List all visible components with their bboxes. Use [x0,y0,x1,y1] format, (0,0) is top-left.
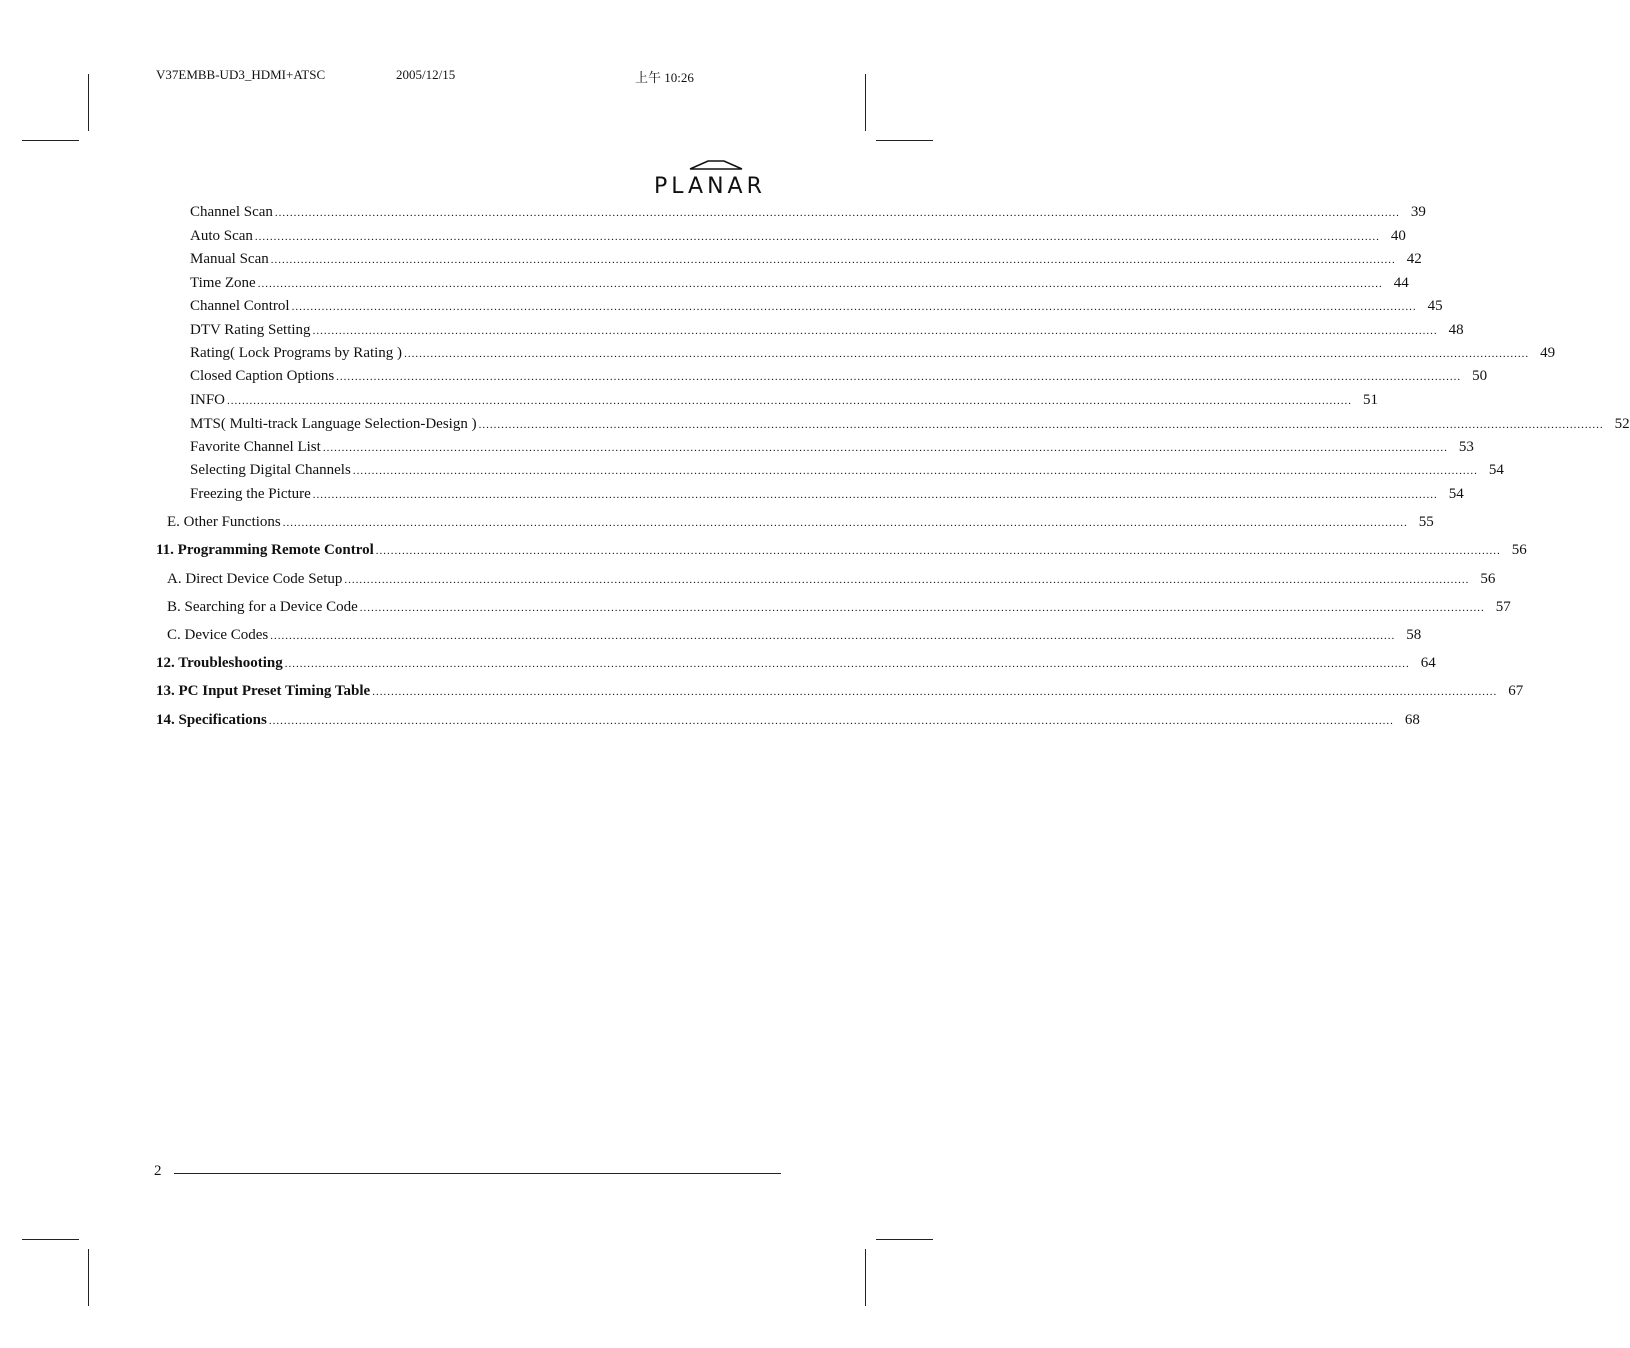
crop-mark [88,1249,89,1306]
page-number: 2 [154,1163,162,1179]
toc-entry-label: B. Searching for a Device Code [167,599,358,615]
toc-leader-dots: ............................................................................................................................................................................................................................................................................................................ [270,254,1396,266]
toc-entry[interactable] [190,226,1406,247]
planar-logo [654,158,780,202]
toc-entry-label: Closed Caption Options [190,368,335,384]
toc-leader-dots: ............................................................................................................................................................................................................................................................................................................ [336,371,1462,383]
toc-entry-page: 57 [1495,599,1511,615]
toc-entry-label: Selecting Digital Channels [190,462,351,478]
crop-mark [876,1239,933,1240]
toc-entry-page: 50 [1472,368,1488,384]
toc-entry-page: 64 [1420,655,1436,671]
crop-mark [88,74,89,131]
toc-entry-label: E. Other Functions [167,514,281,530]
toc-entry-page: 58 [1406,627,1422,643]
toc-entry[interactable] [190,343,1556,364]
toc-entry[interactable] [190,273,1409,294]
toc-entry-page: 52 [1614,416,1630,432]
toc-entry-label: Freezing the Picture [190,486,311,502]
toc-entry-label: 13. PC Input Preset Timing Table [156,683,371,699]
toc-leader-dots: ............................................................................................................................................................................................................................................................................................................ [284,658,1410,670]
toc-entry-page: 49 [1540,345,1556,361]
toc-entry[interactable] [190,460,1504,481]
toc-entry-label: C. Device Codes [167,627,269,643]
toc-leader-dots: ............................................................................................................................................................................................................................................................................................................ [282,517,1408,529]
header-model: V37EMBB-UD3_HDMI+ATSC [156,67,326,82]
toc-entry-label: Favorite Channel List [190,439,321,455]
toc-leader-dots: ............................................................................................................................................................................................................................................................................................................ [344,574,1470,586]
crop-mark [22,140,79,141]
toc-leader-dots: ............................................................................................................................................................................................................................................................................................................ [291,301,1417,313]
toc-entry[interactable] [167,625,1422,646]
toc-entry[interactable] [167,569,1496,590]
toc-entry-page: 54 [1448,486,1464,502]
toc-entry-page: 56 [1511,542,1527,558]
toc-entry[interactable] [190,296,1443,317]
toc-entry-page: 53 [1458,439,1474,455]
toc-entry[interactable] [190,366,1488,387]
toc-leader-dots: ............................................................................................................................................................................................................................................................................................................ [270,630,1396,642]
crop-mark [22,1239,79,1240]
toc-leader-dots: ............................................................................................................................................................................................................................................................................................................ [322,442,1448,454]
toc-entry-label: MTS( Multi-track Language Selection-Design ) [190,416,477,432]
toc-entry[interactable] [190,484,1464,505]
toc-entry[interactable] [190,202,1426,223]
toc-entry[interactable] [167,512,1434,533]
toc-leader-dots: ............................................................................................................................................................................................................................................................................................................ [375,545,1501,557]
toc-entry[interactable] [190,414,1630,435]
toc-entry-label: A. Direct Device Code Setup [167,571,343,587]
toc-entry-label: Rating( Lock Programs by Rating ) [190,345,403,361]
toc-entry-page: 45 [1427,298,1443,314]
toc-entry-page: 67 [1508,683,1524,699]
header-date: 2005/12/15 [396,67,456,82]
toc-entry-page: 44 [1393,275,1409,291]
crop-mark [865,1249,866,1306]
toc-entry-page: 68 [1404,712,1420,728]
toc-entry-label: Auto Scan [190,228,253,244]
toc-leader-dots: ............................................................................................................................................................................................................................................................................................................ [274,207,1400,219]
toc-entry-page: 48 [1448,322,1464,338]
toc-entry-page: 56 [1480,571,1496,587]
toc-entry-page: 54 [1488,462,1504,478]
toc-entry-page: 51 [1363,392,1379,408]
toc-leader-dots: ............................................................................................................................................................................................................................................................................................................ [312,325,1438,337]
toc-entry[interactable] [156,710,1420,731]
toc-leader-dots: ............................................................................................................................................................................................................................................................................................................ [227,395,1353,407]
toc-entry-label: INFO [190,392,226,408]
toc-entry[interactable] [190,249,1422,270]
logo-text: PLANAR [654,174,766,199]
toc-leader-dots: ............................................................................................................................................................................................................................................................................................................ [372,686,1498,698]
footer-rule [174,1173,781,1174]
toc-entry-label: Channel Control [190,298,290,314]
toc-entry-label: Manual Scan [190,251,269,267]
toc-leader-dots: ............................................................................................................................................................................................................................................................................................................ [254,231,1380,243]
toc-entry-page: 40 [1390,228,1406,244]
header-time: 上午 10:26 [635,70,694,85]
toc-entry-page: 55 [1418,514,1434,530]
crop-mark [876,140,933,141]
toc-entry-label: Channel Scan [190,204,273,220]
toc-entry-label: DTV Rating Setting [190,322,311,338]
crop-mark [865,74,866,131]
toc-leader-dots: ............................................................................................................................................................................................................................................................................................................ [257,278,1383,290]
toc-entry-label: 12. Troubleshooting [156,655,283,671]
toc-leader-dots: ............................................................................................................................................................................................................................................................................................................ [478,419,1604,431]
toc-entry[interactable] [156,681,1524,702]
toc-entry-page: 42 [1406,251,1422,267]
toc-entry-label: 11. Programming Remote Control [156,542,374,558]
toc-leader-dots: ............................................................................................................................................................................................................................................................................................................ [359,602,1485,614]
toc-entry-page: 39 [1410,204,1426,220]
toc-entry[interactable] [156,540,1527,561]
toc-entry[interactable] [156,653,1436,674]
toc-entry[interactable] [190,390,1379,411]
logo-arc-icon [688,158,744,172]
toc-leader-dots: ............................................................................................................................................................................................................................................................................................................ [312,489,1438,501]
toc-leader-dots: ............................................................................................................................................................................................................................................................................................................ [352,465,1478,477]
toc-leader-dots: ............................................................................................................................................................................................................................................................................................................ [268,715,1394,727]
toc-entry-label: Time Zone [190,275,256,291]
toc-entry[interactable] [190,437,1474,458]
toc-entry-label: 14. Specifications [156,712,267,728]
toc-entry[interactable] [167,597,1511,618]
toc-entry[interactable] [190,320,1464,341]
toc-leader-dots: ............................................................................................................................................................................................................................................................................................................ [404,348,1530,360]
